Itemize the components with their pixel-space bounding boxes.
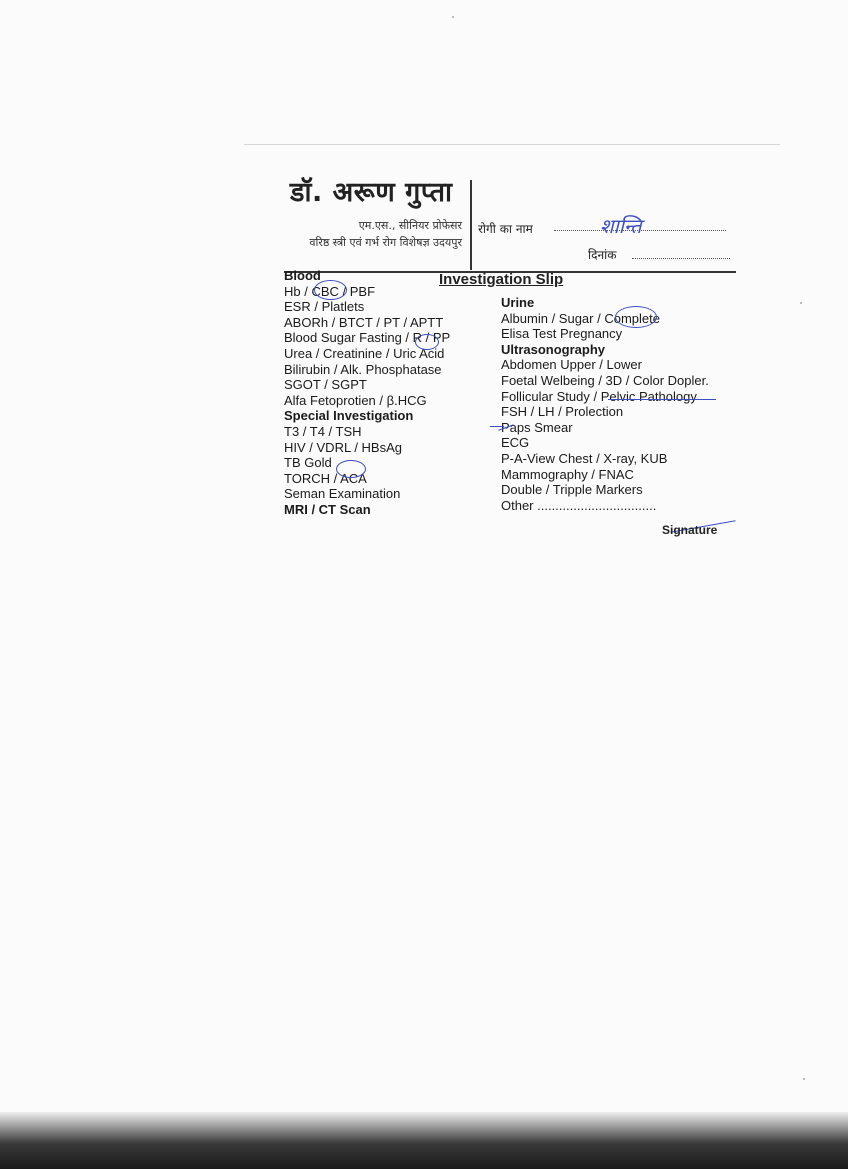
test-item: Elisa Test Pregnancy [501,326,623,342]
test-item: TB Gold [284,455,332,471]
test-item: Special Investigation [284,408,414,424]
header-divider-vertical [470,180,472,270]
scan-speck [452,16,454,18]
test-item: Ultrasonography [501,341,606,357]
slip-title: Investigation Slip [439,271,564,288]
right-test-column [501,295,709,513]
test-item: Blood [284,268,321,283]
test-item: HIV / VDRL / HBsAg [284,439,402,455]
test-item: Other ................................. [501,497,657,513]
pen-underline-pelvic-pathology [608,399,716,400]
date-row [588,246,738,266]
slip-top-edge [244,144,780,145]
test-item: Seman Examination [284,486,401,502]
test-item: Alfa Fetoprotien / β.HCG [284,392,427,408]
date-label: दिनांक [588,248,617,262]
pen-circle-tsh [336,460,366,478]
test-item: Urine [501,295,535,310]
test-item: ABORh / BTCT / PT / APTT [284,314,444,330]
test-item: FSH / LH / Prolection [501,404,624,420]
test-item: Albumin / Sugar / Complete [501,310,660,326]
test-item: Double / Tripple Markers [501,482,643,498]
pen-circle-random [415,334,439,350]
patient-name-handwritten: शान्ति [600,214,642,238]
scan-speck [800,302,802,304]
left-test-column [284,268,450,518]
test-item: Mammography / FNAC [501,466,634,482]
pen-tick-paps [490,426,504,427]
test-item: Paps Smear [501,419,573,435]
doctor-name: डॉ. अरूण गुप्ता [290,177,453,208]
test-item: Blood Sugar Fasting / R / PP [284,330,451,346]
test-item: MRI / CT Scan [284,501,371,517]
scanner-edge-shadow [0,1112,848,1169]
signature-label: Signature [662,523,718,537]
test-item: Bilirubin / Alk. Phosphatase [284,361,442,377]
test-item: Foetal Welbeing / 3D / Color Dopler. [501,372,709,388]
pen-circle-complete [615,306,657,328]
doctor-specialty: वरिष्ठ स्त्री एवं गर्भ रोग विशेषज्ञ उदयपुर [309,236,462,249]
date-dotted-line [632,258,730,259]
patient-name-label: रोगी का नाम [478,222,533,236]
test-item: Follicular Study / Pelvic Pathology [501,388,697,404]
pen-circle-cbc [314,280,347,300]
investigation-slip [244,140,784,570]
test-item: P-A-View Chest / X-ray, KUB [501,450,668,466]
doctor-qualification: एम.एस., सीनियर प्रोफेसर [358,219,462,232]
test-item: Urea / Creatinine / Uric Acid [284,345,445,361]
test-item: Hb / CBC / PBF [284,283,376,299]
scan-speck [803,1078,805,1080]
test-item: ESR / Platlets [284,299,365,315]
test-item: TORCH / ACA [284,470,367,486]
test-item: Abdomen Upper / Lower [501,357,642,373]
test-item: ECG [501,435,530,451]
test-item: T3 / T4 / TSH [284,423,362,439]
test-item: SGOT / SGPT [284,377,367,393]
